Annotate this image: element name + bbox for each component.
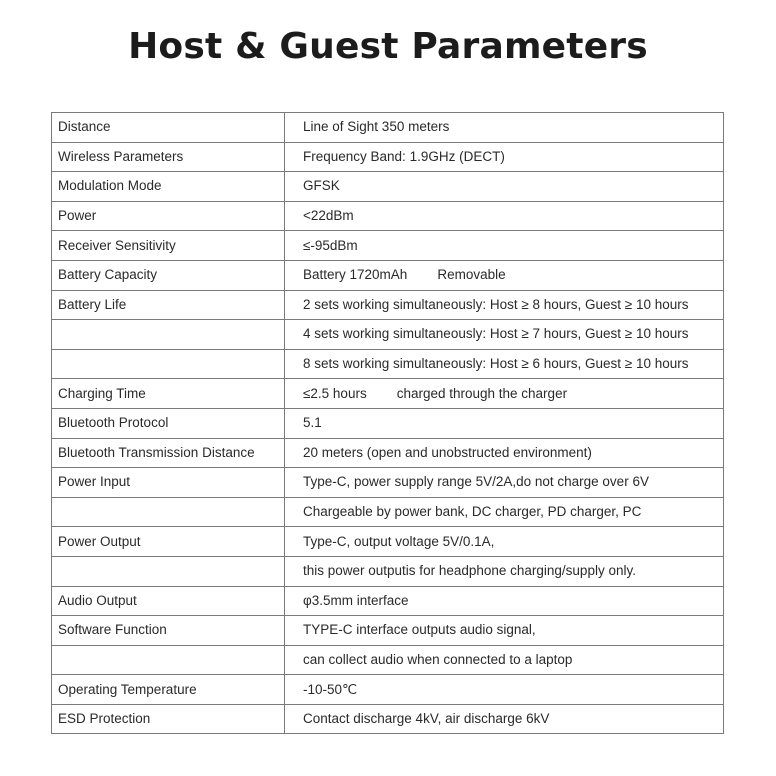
param-value-cell: 4 sets working simultaneously: Host ≥ 7 hours, Guest ≥ 10 hours (285, 320, 724, 350)
param-name-cell: Software Function (52, 616, 285, 646)
param-value-cell: Chargeable by power bank, DC charger, PD charger, PC (285, 497, 724, 527)
page-title: Host & Guest Parameters (128, 26, 648, 67)
param-name-cell (52, 349, 285, 379)
param-value-cell: φ3.5mm interface (285, 586, 724, 616)
param-value-cell: can collect audio when connected to a laptop (285, 645, 724, 675)
table-row (52, 586, 724, 616)
param-value-cell: Frequency Band: 1.9GHz (DECT) (285, 142, 724, 172)
table-row (52, 142, 724, 172)
param-name-cell: Audio Output (52, 586, 285, 616)
table-row (52, 556, 724, 586)
param-value-cell: Line of Sight 350 meters (285, 113, 724, 143)
param-value-cell: ≤2.5 hours charged through the charger (285, 379, 724, 409)
param-value-cell: this power outputis for headphone charging/supply only. (285, 556, 724, 586)
param-value-cell: Type-C, power supply range 5V/2A,do not charge over 6V (285, 468, 724, 498)
param-value-cell: Type-C, output voltage 5V/0.1A, (285, 527, 724, 557)
param-value-cell: 20 meters (open and unobstructed environment) (285, 438, 724, 468)
param-name-cell: Charging Time (52, 379, 285, 409)
param-name-cell: Modulation Mode (52, 172, 285, 202)
param-name-cell: ESD Protection (52, 704, 285, 734)
param-name-cell (52, 556, 285, 586)
parameters-table (51, 112, 724, 734)
param-name-cell: Battery Capacity (52, 260, 285, 290)
table-row (52, 320, 724, 350)
table-row (52, 349, 724, 379)
param-name-cell: Battery Life (52, 290, 285, 320)
param-value-cell: 2 sets working simultaneously: Host ≥ 8 hours, Guest ≥ 10 hours (285, 290, 724, 320)
param-name-cell: Bluetooth Transmission Distance (52, 438, 285, 468)
table-row (52, 704, 724, 734)
param-name-cell: Power Output (52, 527, 285, 557)
param-value-cell: 8 sets working simultaneously: Host ≥ 6 hours, Guest ≥ 10 hours (285, 349, 724, 379)
table-row (52, 645, 724, 675)
param-name-cell: Power (52, 201, 285, 231)
param-name-cell: Operating Temperature (52, 675, 285, 705)
param-name-cell (52, 497, 285, 527)
param-value-cell: TYPE-C interface outputs audio signal, (285, 616, 724, 646)
table-row (52, 408, 724, 438)
table-row (52, 172, 724, 202)
param-value-cell: ≤-95dBm (285, 231, 724, 261)
param-name-cell: Bluetooth Protocol (52, 408, 285, 438)
table-row (52, 379, 724, 409)
table-row (52, 438, 724, 468)
param-name-cell: Wireless Parameters (52, 142, 285, 172)
table-row (52, 497, 724, 527)
param-value-cell: Contact discharge 4kV, air discharge 6kV (285, 704, 724, 734)
param-name-cell (52, 320, 285, 350)
param-value-cell: -10-50℃ (285, 675, 724, 705)
table-row (52, 231, 724, 261)
param-name-cell: Power Input (52, 468, 285, 498)
param-value-cell: 5.1 (285, 408, 724, 438)
param-value-cell: <22dBm (285, 201, 724, 231)
param-value-cell: Battery 1720mAh Removable (285, 260, 724, 290)
param-name-cell (52, 645, 285, 675)
param-value-cell: GFSK (285, 172, 724, 202)
table-row (52, 113, 724, 143)
param-name-cell: Receiver Sensitivity (52, 231, 285, 261)
table-row (52, 527, 724, 557)
table-row (52, 675, 724, 705)
param-name-cell: Distance (52, 113, 285, 143)
table-row (52, 201, 724, 231)
table-row (52, 468, 724, 498)
table-row (52, 616, 724, 646)
table-row (52, 260, 724, 290)
table-row (52, 290, 724, 320)
parameters-table-body (52, 113, 724, 734)
